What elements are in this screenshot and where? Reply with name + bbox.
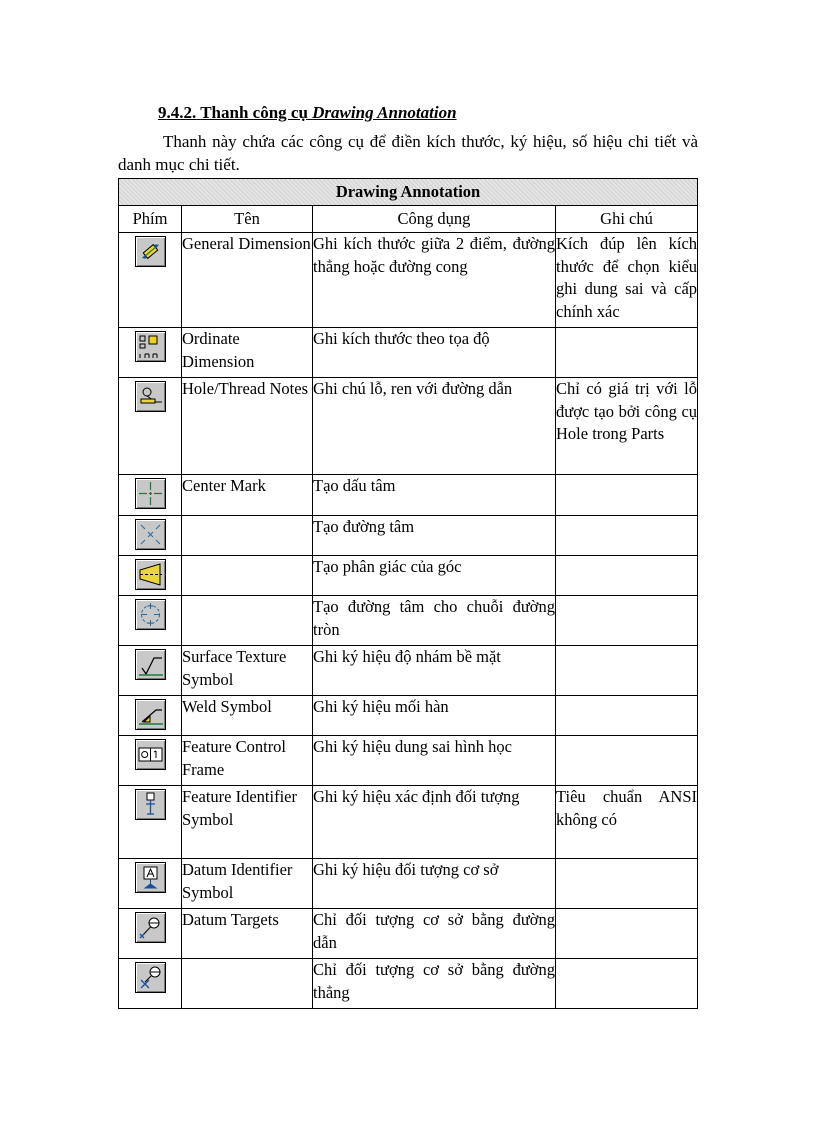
- surface-texture-icon: [135, 649, 166, 680]
- row-note: [556, 516, 698, 556]
- row-usage: Ghi ký hiệu xác định đối tượng: [313, 786, 556, 859]
- row-note: [556, 909, 698, 959]
- table-row: [119, 475, 698, 516]
- table-row: [119, 328, 698, 378]
- table-row: [119, 646, 698, 696]
- intro-paragraph: Thanh này chứa các công cụ để điền kích thước, ký hiệu, số hiệu chi tiết và danh mục chi tiết.: [118, 132, 698, 174]
- table-row: [119, 786, 698, 859]
- row-usage: Ghi kích thước giữa 2 điểm, đường thẳng hoặc đường cong: [313, 233, 556, 328]
- row-note: [556, 475, 698, 516]
- row-name: Datum Targets: [182, 909, 313, 959]
- feature-control-frame-icon: [135, 739, 166, 770]
- datum-targets-leader-icon: [135, 912, 166, 943]
- datum-identifier-icon: [135, 862, 166, 893]
- section-title-emphasis: Drawing Annotation: [312, 103, 457, 122]
- center-mark-icon: [135, 478, 166, 509]
- row-name: General Dimension: [182, 233, 313, 328]
- table-row: [119, 696, 698, 736]
- angle-bisector-icon: [135, 559, 166, 590]
- row-note: [556, 859, 698, 909]
- row-note: Kích đúp lên kích thước để chọn kiểu ghi dung sai và cấp chính xác: [556, 233, 698, 328]
- feature-identifier-icon: [135, 789, 166, 820]
- row-name: [182, 556, 313, 596]
- header-name: Tên: [182, 206, 313, 233]
- row-usage: Tạo đường tâm: [313, 516, 556, 556]
- table-row: [119, 859, 698, 909]
- hole-thread-notes-icon: [135, 381, 166, 412]
- row-usage: Tạo dấu tâm: [313, 475, 556, 516]
- row-note: [556, 556, 698, 596]
- datum-targets-line-icon: [135, 962, 166, 993]
- row-usage: Ghi ký hiệu độ nhám bề mặt: [313, 646, 556, 696]
- row-usage: Tạo phân giác của góc: [313, 556, 556, 596]
- row-name: Center Mark: [182, 475, 313, 516]
- center-pattern-icon: [135, 599, 166, 630]
- table-row: [119, 959, 698, 1009]
- table-caption: Drawing Annotation: [119, 179, 698, 206]
- row-note: [556, 646, 698, 696]
- table-row: [119, 516, 698, 556]
- row-name: Datum Identifier Symbol: [182, 859, 313, 909]
- row-note: Tiêu chuẩn ANSI không có: [556, 786, 698, 859]
- table-row: [119, 596, 698, 646]
- center-line-icon: [135, 519, 166, 550]
- section-number: 9.4.2.: [158, 103, 197, 122]
- row-usage: Chỉ đối tượng cơ sở bằng đường thẳng: [313, 959, 556, 1009]
- header-key: Phím: [119, 206, 182, 233]
- row-usage: Tạo đường tâm cho chuỗi đường tròn: [313, 596, 556, 646]
- row-name: Surface Texture Symbol: [182, 646, 313, 696]
- row-name: Feature Identifier Symbol: [182, 786, 313, 859]
- row-note: [556, 696, 698, 736]
- row-usage: Chỉ đối tượng cơ sở bằng đường dẫn: [313, 909, 556, 959]
- row-note: [556, 736, 698, 786]
- table-row: [119, 233, 698, 328]
- weld-symbol-icon: [135, 699, 166, 730]
- table-row: [119, 736, 698, 786]
- table-header-row: [119, 206, 698, 233]
- row-note: Chỉ có giá trị với lỗ được tạo bởi công cụ Hole trong Parts: [556, 378, 698, 475]
- row-usage: Ghi ký hiệu dung sai hình học: [313, 736, 556, 786]
- table-row: [119, 556, 698, 596]
- general-dimension-icon: [135, 236, 166, 267]
- table-row: [119, 909, 698, 959]
- table-row: [119, 378, 698, 475]
- row-name: Weld Symbol: [182, 696, 313, 736]
- section-title-prefix: Thanh công cụ: [200, 103, 308, 122]
- ordinate-dimension-icon: [135, 331, 166, 362]
- row-usage: Ghi ký hiệu mối hàn: [313, 696, 556, 736]
- header-usage: Công dụng: [313, 206, 556, 233]
- row-name: [182, 516, 313, 556]
- row-note: [556, 596, 698, 646]
- section-heading: [158, 103, 457, 123]
- row-note: [556, 959, 698, 1009]
- row-usage: Ghi chú lỗ, ren với đường dẫn: [313, 378, 556, 475]
- row-usage: Ghi kích thước theo tọa độ: [313, 328, 556, 378]
- row-usage: Ghi ký hiệu đối tượng cơ sở: [313, 859, 556, 909]
- row-name: Ordinate Dimension: [182, 328, 313, 378]
- row-name: [182, 959, 313, 1009]
- header-note: Ghi chú: [556, 206, 698, 233]
- annotation-table: [118, 178, 698, 1009]
- row-name: Hole/Thread Notes: [182, 378, 313, 475]
- row-note: [556, 328, 698, 378]
- row-name: [182, 596, 313, 646]
- row-name: Feature Control Frame: [182, 736, 313, 786]
